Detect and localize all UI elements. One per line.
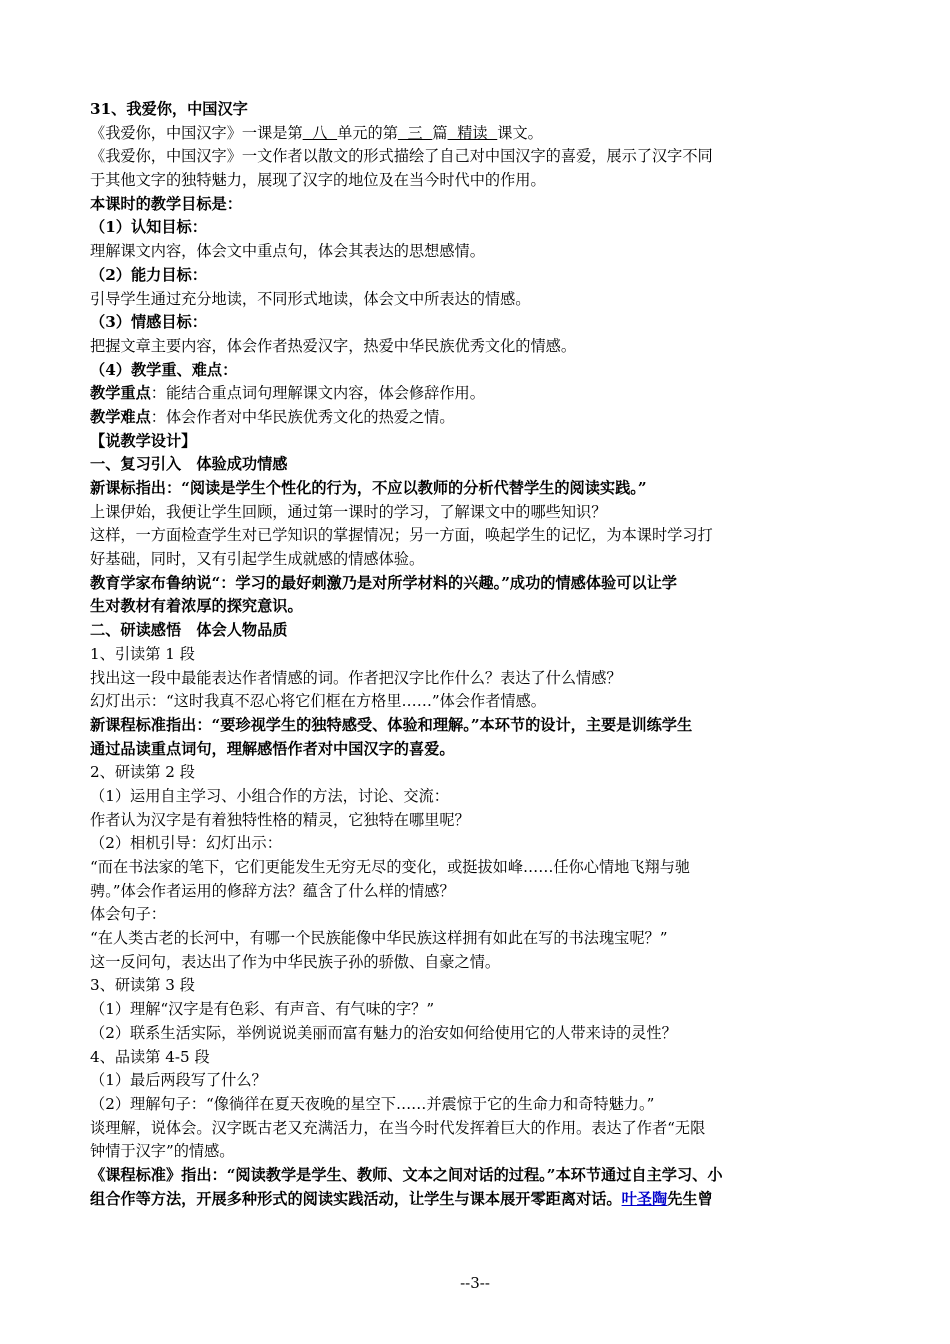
text: 课文。: [497, 123, 543, 142]
article-number: 三: [397, 123, 433, 142]
goal-label: （4）教学重、难点：: [90, 360, 238, 379]
paragraph-line: 这一反问句，表达出了作为中华民族子孙的骄傲、自豪之情。: [90, 952, 501, 971]
section-heading: 二、研读感悟 体会人物品质: [90, 621, 288, 640]
goal-label: （2）能力目标：: [90, 265, 207, 284]
goal-label: （3）情感目标：: [90, 313, 207, 332]
standard-quote: 生对教材有着浓厚的探究意识。: [90, 597, 303, 616]
label: 教学难点: [90, 407, 151, 426]
paragraph-line: 上课伊始，我便让学生回顾，通过第一课时的学习，了解课文中的哪些知识？: [90, 502, 607, 521]
text: ：能结合重点词句理解课文内容，体会修辞作用。: [150, 384, 485, 403]
paragraph-line: 骋。”体会作者运用的修辞方法？蕴含了什么样的情感？: [90, 881, 455, 900]
text: 一课是第: [241, 123, 303, 142]
subsection-heading: 1、引读第 1 段: [90, 644, 195, 663]
design-heading: 【说教学设计】: [90, 431, 197, 450]
page-number: --3--: [460, 1274, 490, 1292]
text: 先生曾: [667, 1189, 713, 1208]
intro-title: 《我爱你，中国汉字》: [90, 147, 242, 166]
article-type: 精读: [447, 123, 498, 142]
standard-quote: 教育学家布鲁纳说“：学习的最好刺激乃是对所学材料的兴趣。”成功的情感体验可以让学: [90, 573, 677, 592]
goal-text: 理解课文内容，体会文中重点句，体会其表达的思想感情。: [90, 242, 485, 261]
paragraph-line: 幻灯出示：“这时我真不忍心将它们框在方格里……”体会作者情感。: [90, 692, 546, 711]
unit-number: 八: [302, 123, 338, 142]
text: 单元的第: [337, 123, 398, 142]
lesson-title: 《我爱你，中国汉字》: [90, 123, 242, 142]
ye-shengtao-link[interactable]: 叶圣陶: [621, 1189, 668, 1208]
subsection-heading: 4、品读第 4-5 段: [90, 1047, 210, 1066]
subsection-heading: 2、研读第 2 段: [90, 763, 195, 782]
goal-text: 引导学生通过充分地读，不同形式地读，体会文中所表达的情感。: [90, 289, 531, 308]
paragraph-line: （1）最后两段写了什么？: [90, 1071, 267, 1090]
goal-label: （1）认知目标：: [90, 218, 207, 237]
paragraph-line: 好基础，同时，又有引起学生成就感的情感体验。: [90, 550, 425, 569]
standard-quote-with-link: [90, 1188, 870, 1212]
text: 一文作者以散文的形式描绘了自己对中国汉字的喜爱，展示了汉字不同: [241, 147, 713, 166]
standard-quote: 《课程标准》指出：“阅读教学是学生、教师、文本之间对话的过程。”本环节通过自主学习、小: [90, 1165, 723, 1184]
intro-line: 于其他文字的独特魅力，展现了汉字的地位及在当今时代中的作用。: [90, 171, 546, 190]
intro-paragraph: [90, 145, 870, 169]
label: 教学重点: [90, 384, 151, 403]
paragraph-line: （2）联系生活实际，举例说说美丽而富有魅力的治安如何给使用它的人带来诗的灵性？: [90, 1023, 677, 1042]
paragraph-line: （1）运用自主学习、小组合作的方法，讨论、交流：: [90, 786, 449, 805]
key-point: [90, 382, 870, 406]
goals-heading: 本课时的教学目标是：: [90, 194, 242, 213]
section-heading: 一、复习引入 体验成功情感: [90, 455, 288, 474]
text: ：体会作者对中华民族优秀文化的热爱之情。: [150, 407, 455, 426]
text: 组合作等方法，开展多种形式的阅读实践活动，让学生与课本展开零距离对话。: [90, 1189, 622, 1208]
paragraph-line: 体会句子：: [90, 905, 166, 924]
subsection-heading: 3、研读第 3 段: [90, 976, 195, 995]
paragraph-line: （2）理解句子：“像徜徉在夏天夜晚的星空下……并震惊于它的生命力和奇特魅力。”: [90, 1094, 655, 1113]
paragraph-line: （1）理解“汉字是有色彩、有声音、有气味的字？”: [90, 1000, 435, 1019]
paragraph-line: 这样，一方面检查学生对已学知识的掌握情况；另一方面，唤起学生的记忆，为本课时学习打: [90, 526, 713, 545]
paragraph-line: 钟情于汉字”的情感。: [90, 1142, 235, 1161]
goal-text: 把握文章主要内容，体会作者热爱汉字，热爱中华民族优秀文化的情感。: [90, 336, 576, 355]
paragraph-line: 谈理解，说体会。汉字既古老又充满活力，在当今时代发挥着巨大的作用。表达了作者“无限: [90, 1118, 706, 1137]
paragraph-line: （2）相机引导：幻灯出示：: [90, 834, 282, 853]
standard-quote: 新课标指出：“阅读是学生个性化的行为，不应以教师的分析代替学生的阅读实践。”: [90, 479, 647, 497]
text: 篇: [432, 123, 448, 142]
lesson-info: [90, 122, 870, 146]
document-body: [90, 98, 870, 1211]
paragraph-line: 作者认为汉字是有着独特性格的精灵，它独特在哪里呢？: [90, 810, 470, 829]
page-title: 31、我爱你，中国汉字: [90, 100, 248, 118]
paragraph-line: “在人类古老的长河中，有哪一个民族能像中华民族这样拥有如此在写的书法瑰宝呢？”: [90, 929, 668, 948]
standard-quote: 新课程标准指出：“要珍视学生的独特感受、体验和理解。”本环节的设计，主要是训练学生: [90, 715, 693, 734]
paragraph-line: “而在书法家的笔下，它们更能发生无穷无尽的变化，或挺拔如峰……任你心情地飞翔与驰: [90, 858, 691, 876]
standard-quote: 通过品读重点词句，理解感悟作者对中国汉字的喜爱。: [90, 739, 455, 758]
paragraph-line: 找出这一段中最能表达作者情感的词。作者把汉字比作什么？表达了什么情感？: [90, 668, 622, 687]
difficult-point: [90, 406, 870, 430]
